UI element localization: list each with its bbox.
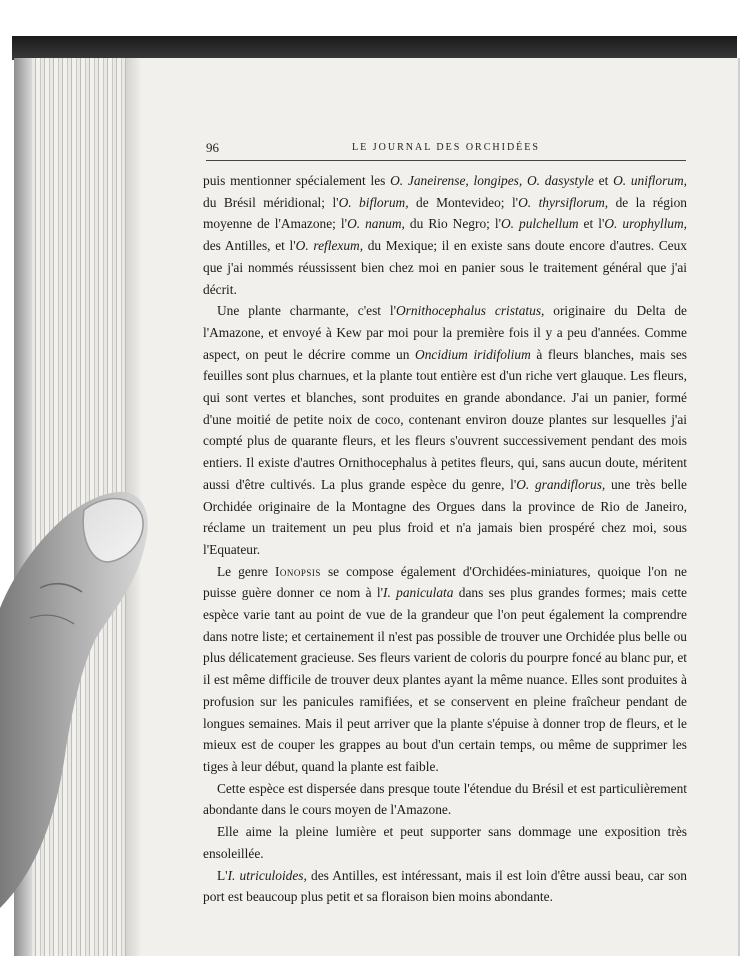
text-run: L' bbox=[217, 867, 228, 883]
text-run: du Rio Negro; l' bbox=[404, 216, 502, 232]
text-run: du Brésil méridional; l' bbox=[203, 194, 339, 210]
text-run: des Antilles, et l' bbox=[203, 238, 296, 254]
running-title: LE JOURNAL DES ORCHIDÉES bbox=[352, 142, 540, 153]
italic-species-name: O. urophyllum, bbox=[604, 216, 687, 232]
book-top-edge bbox=[12, 36, 737, 60]
text-run: des Antilles, est intéressant, mais il est loin d'être aussi beau, car son port est beaucoup plus petit et sa floraison bien moins abondante. bbox=[203, 867, 687, 905]
text-run: originaire du Delta de l'Amazone, et envoyé à Kew par moi pour la première fois il y a peu d'années. Comme aspect, on peut le décrire comme un bbox=[203, 303, 687, 362]
italic-species-name: O. grandiflorus, bbox=[516, 476, 606, 492]
italic-species-name: I. paniculata bbox=[383, 585, 454, 601]
page-number: 96 bbox=[206, 140, 219, 155]
text-run: à fleurs blanches, mais ses feuilles sont plus charnues, et la plante tout entière est d'un riche vert glauque. Les fleurs, qui sont vertes et blanches, sont produites en grande abondance. J'ai un panier, formé d'une moitié de petite noix de coco, contenant environ douze plantes sur lesquelles j'ai compté plus de quarante fleurs, et les fleurs s'ouvrent successivement pendant des mois entiers. Il existe d'autres Ornithocephalus à petites fleurs, qui, sans aucun doute, méritent aussi d'être cultivés. La plus grande espèce du genre, l' bbox=[203, 346, 687, 492]
italic-species-name: Ornithocephalus cristatus, bbox=[396, 303, 545, 319]
text-run: puis mentionner spécialement les bbox=[203, 173, 391, 188]
italic-species-name: O. pulchellum bbox=[501, 216, 579, 232]
text-run: Le genre bbox=[217, 563, 275, 579]
thumb bbox=[0, 488, 150, 908]
scan-background bbox=[0, 0, 750, 40]
text-run: se compose également d'Orchidées-miniatures, quoique l'on ne puisse guère donner ce nom à l' bbox=[203, 563, 687, 601]
italic-species-name: O. reflexum, bbox=[295, 238, 364, 254]
page-header bbox=[206, 136, 686, 161]
paragraph bbox=[203, 300, 687, 560]
italic-species-name: O. thyrsiflorum, bbox=[518, 194, 609, 210]
italic-species-name: I. utriculoides, bbox=[227, 867, 307, 883]
text-run: Cette espèce est dispersée dans presque toute l'étendue du Brésil et est particulièrement abondante dans le cours moyen de l'Amazone. bbox=[203, 780, 687, 818]
italic-species-name: O. uniflorum, bbox=[613, 173, 688, 188]
italic-species-name: O. Janeirense, longipes, O. dasystyle bbox=[390, 173, 594, 188]
text-run: de Montevideo; l' bbox=[408, 194, 519, 210]
text-run: Ionopsis bbox=[274, 563, 321, 579]
paragraph bbox=[203, 821, 687, 864]
text-run: de la région moyenne de l'Amazone; l' bbox=[203, 194, 687, 232]
text-run: et bbox=[593, 173, 614, 188]
text-run: du Mexique; il en existe sans doute encore d'autres. Ceux que j'ai nommés réussissent bien chez moi en panier sous le traitement général que j'ai décrit. bbox=[203, 238, 687, 297]
text-run: une très belle Orchidée originaire de la Montagne des Orgues dans la province de Rio de Janeiro, réclame un traitement un peu plus froid et n'a jamais bien prospéré chez moi, sous l'Equateur. bbox=[203, 476, 687, 557]
text-run: dans ses plus grandes formes; mais cette espèce varie tant au point de vue de la grandeur que l'on peut également la comprendre dans notre liste; et certainement il n'est pas possible de trouver une Orchidée plus belle ou plus délicatement gracieuse. Ses fleurs varient de coloris du pourpre foncé au blanc pur, et il est même difficile de trouver deux plantes ayant la même nuance. Elles sont produites à profusion sur les panicules ramifiées, et se conservent en pleine fraîcheur pendant de longues semaines. Mais il peut arriver que la plante s'épuise à donner trop de fleurs, et le mieux est de couper les grappes au bout d'un certain temps, ou même de supprimer les tiges à leur début, quand la plante est faible. bbox=[203, 585, 687, 774]
paragraph bbox=[203, 170, 687, 300]
body-text bbox=[203, 170, 687, 908]
paragraph bbox=[203, 865, 687, 908]
text-run: et l' bbox=[578, 216, 605, 232]
paragraph bbox=[203, 778, 687, 821]
text-run: Elle aime la pleine lumière et peut supporter sans dommage une exposition très ensoleillée. bbox=[203, 824, 687, 861]
italic-species-name: O. nanum, bbox=[347, 216, 405, 232]
italic-species-name: Oncidium iridifolium bbox=[415, 346, 531, 362]
text-run: Une plante charmante, c'est l' bbox=[217, 303, 397, 319]
italic-species-name: O. biflorum, bbox=[338, 194, 409, 210]
paragraph bbox=[203, 561, 687, 778]
